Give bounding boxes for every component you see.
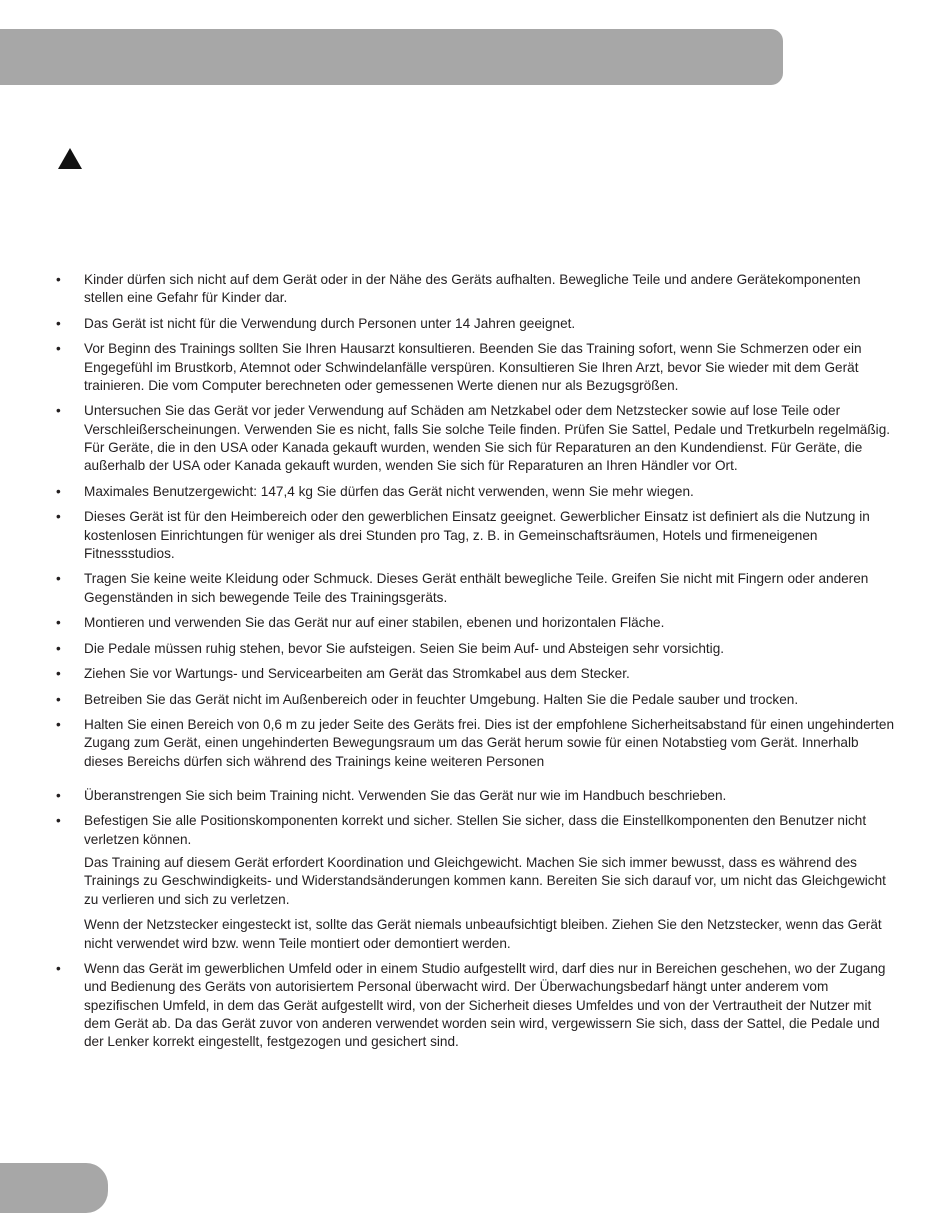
list-item: [56, 960, 896, 1051]
item-text: Montieren und verwenden Sie das Gerät nur auf einer stabilen, ebenen und horizontalen Fläche.: [84, 615, 665, 631]
list-item: [56, 812, 896, 849]
paragraph-text: Das Training auf diesem Gerät erfordert Koordination und Gleichgewicht. Machen Sie sich immer bewusst, dass es während des Trainings zu Geschwindigkeits- und Widerstandsänderungen kommen kann. Bereiten Sie sich darauf vor, um nicht das Gleichgewicht zu verlieren und sich zu verletzen.: [84, 855, 886, 907]
list-item: [56, 340, 896, 395]
list-item: [56, 315, 896, 333]
list-item: [56, 508, 896, 563]
list-item: [56, 716, 896, 771]
item-text: Die Pedale müssen ruhig stehen, bevor Sie aufsteigen. Seien Sie beim Auf- und Absteigen sehr vorsichtig.: [84, 640, 725, 656]
item-text: Befestigen Sie alle Positionskomponenten korrekt und sicher. Stellen Sie sicher, dass die Einstellkomponenten den Benutzer nicht verletzen können.: [84, 813, 867, 847]
warning-icon: [57, 147, 83, 170]
paragraph-text: Wenn der Netzstecker eingesteckt ist, sollte das Gerät niemals unbeaufsichtigt bleiben. Ziehen Sie den Netzstecker, wenn das Gerät nicht verwendet wird bzw. wenn Teile montiert oder demontiert werden.: [84, 917, 882, 951]
list-item: [56, 640, 896, 658]
bullet: •: [56, 341, 61, 357]
bullet: •: [56, 961, 61, 977]
list-item: [56, 570, 896, 607]
continuation-paragraph: [56, 916, 896, 953]
bullet: •: [56, 571, 61, 587]
list-item: [56, 402, 896, 475]
item-text: Maximales Benutzergewicht: 147,4 kg Sie dürfen das Gerät nicht verwenden, wenn Sie mehr wiegen.: [84, 483, 694, 499]
list-item: [56, 614, 896, 632]
bullet: •: [56, 640, 61, 656]
continuation-paragraph: [56, 854, 896, 909]
bullet: •: [56, 717, 61, 732]
list-item: [56, 787, 896, 805]
list-item: [56, 271, 896, 308]
item-text: Ziehen Sie vor Wartungs- und Servicearbeiten am Gerät das Stromkabel aus dem Stecker.: [84, 666, 630, 682]
bullet: •: [56, 509, 61, 525]
list-item: [56, 483, 896, 501]
item-text: Halten Sie einen Bereich von 0,6 m zu jeder Seite des Geräts frei. Dies ist der empfohlene Sicherheitsabstand für einen ungehinderten Zugang zum Gerät, einen ungehinderten Bewegungsraum um das Gerät herum sowie für einen Notabstieg vom Gerät. Innerhalb dieses Bereichs dürfen sich während des Trainings keine weiteren Personen: [84, 717, 895, 769]
header-bar: [0, 29, 783, 85]
bullet: •: [56, 813, 61, 829]
list-item: [56, 665, 896, 683]
item-text: Das Gerät ist nicht für die Verwendung durch Personen unter 14 Jahren geeignet.: [84, 315, 576, 331]
bullet: •: [56, 315, 61, 331]
bullet: •: [56, 403, 61, 419]
item-text: Dieses Gerät ist für den Heimbereich oder den gewerblichen Einsatz geeignet. Gewerblicher Einsatz ist definiert als die Nutzung in kostenlosen Einrichtungen für weniger als drei Stunden pro Tag, z. B. in Gemeinschaftsräumen, Hotels und firmeneigenen Fitnessstudios.: [84, 509, 870, 561]
list-item: [56, 691, 896, 709]
bullet: •: [56, 666, 61, 682]
item-text: Untersuchen Sie das Gerät vor jeder Verwendung auf Schäden am Netzkabel oder dem Netzstecker sowie auf lose Teile oder Verschleißerscheinungen. Verwenden Sie es nicht, falls Sie solche Teile finden. Prüfen Sie Sattel, Pedale und Tretkurbeln regelmäßig. Für Geräte, die in den USA oder Kanada gekauft wurden, wenden Sie sich für Reparaturen an den Kundendienst. Für Geräte, die außerhalb der USA oder Kanada gekauft wurden, wenden Sie sich für Reparaturen an Ihren Händler vor Ort.: [84, 403, 891, 474]
item-text: Tragen Sie keine weite Kleidung oder Schmuck. Dieses Gerät enthält bewegliche Teile. Greifen Sie nicht mit Fingern oder anderen Gegenständen in sich bewegende Teile des Trainingsgeräts.: [84, 571, 869, 605]
item-text: Überanstrengen Sie sich beim Training nicht. Verwenden Sie das Gerät nur wie im Handbuch beschrieben.: [84, 787, 727, 803]
bullet: •: [56, 483, 61, 499]
bullet: •: [56, 787, 61, 803]
item-text: Betreiben Sie das Gerät nicht im Außenbereich oder in feuchter Umgebung. Halten Sie die Pedale sauber und trocken.: [84, 691, 799, 707]
item-text: Wenn das Gerät im gewerblichen Umfeld oder in einem Studio aufgestellt wird, darf dies nur in Bereichen geschehen, wo der Zugang und Bedienung des Geräts von autorisiertem Personal überwacht wird. Der Überwachungsbedarf hängt unter anderem vom spezifischen Umfeld, in dem das Gerät aufgestellt wird, von der Sicherheit dieses Umfeldes und von der Vertrautheit der Nutzer mit dem Gerät ab. Da das Gerät zuvor von anderen verwendet worden sein wird, vergewissern Sie sich, dass der Sattel, die Pedale und der Lenker korrekt eingestellt, festgezogen und gesichert sind.: [84, 961, 886, 1050]
bullet: •: [56, 272, 61, 287]
bullet: •: [56, 615, 61, 631]
safety-list: [56, 271, 896, 1059]
item-text: Vor Beginn des Trainings sollten Sie Ihren Hausarzt konsultieren. Beenden Sie das Training sofort, wenn Sie Schmerzen oder ein Engegefühl im Brustkorb, Atemnot oder Schwindelanfälle verspüren. Konsultieren Sie Ihren Arzt, bevor Sie wieder mit dem Gerät trainieren. Die vom Computer berechneten oder gemessenen Werte dienen nur als Bezugsgrößen.: [84, 341, 862, 393]
item-text: Kinder dürfen sich nicht auf dem Gerät oder in der Nähe des Geräts aufhalten. Bewegliche Teile und andere Gerätekomponenten stellen eine Gefahr für Kinder dar.: [84, 272, 861, 306]
page-number-tab: [0, 1163, 108, 1213]
bullet: •: [56, 691, 61, 707]
